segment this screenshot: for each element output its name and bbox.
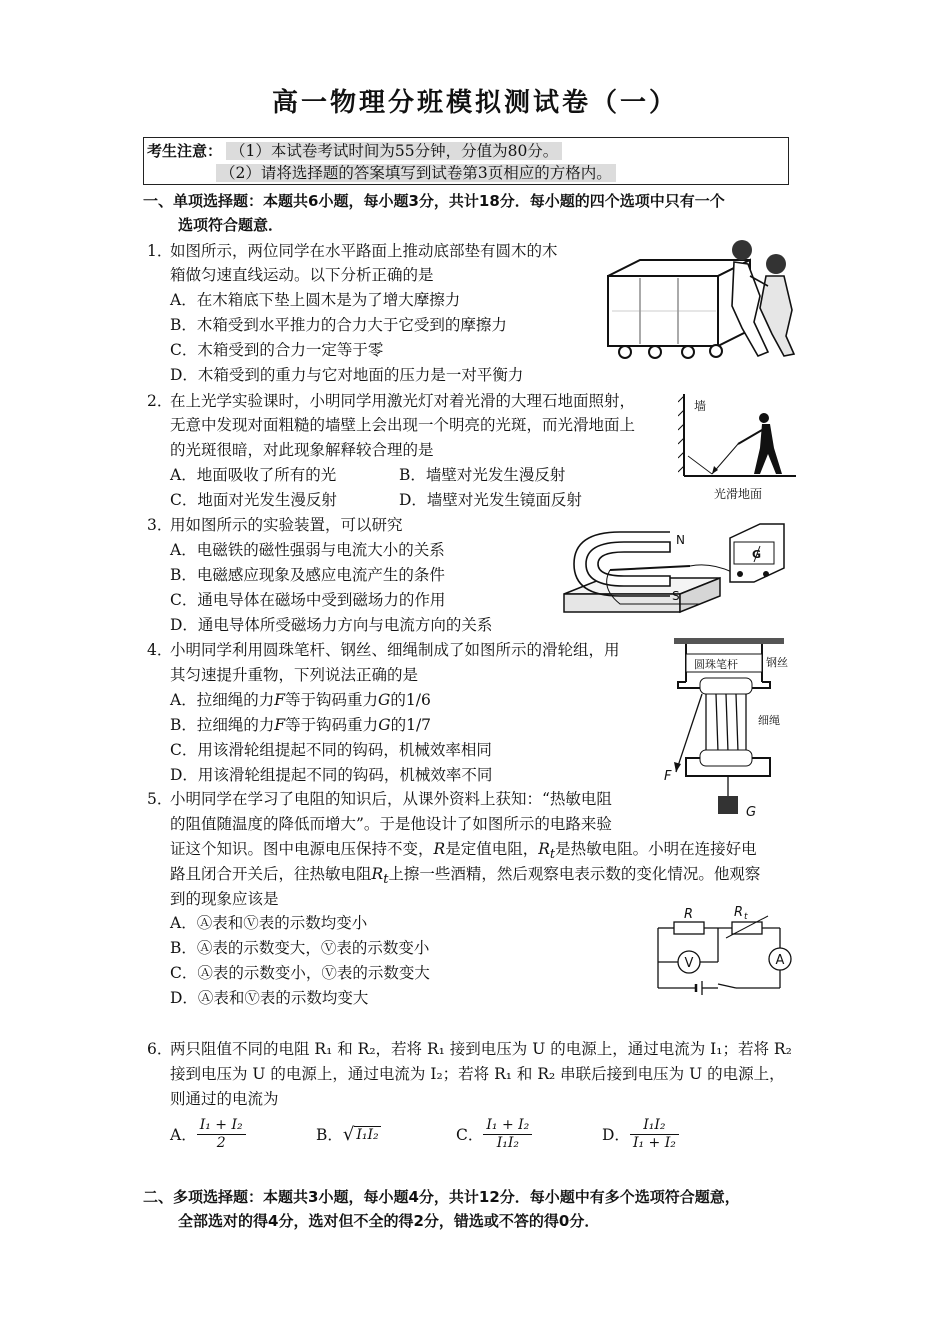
- q2-floor-label: 光滑地面: [714, 487, 763, 501]
- q1-option-a: A．在木箱底下垫上圆木是为了增大摩擦力: [170, 291, 461, 309]
- page-title: 高一物理分班模拟测试卷（一）: [271, 88, 678, 118]
- q3-option-b: B．电磁感应现象及感应电流产生的条件: [170, 566, 445, 584]
- q4-pulley-figure: [660, 636, 798, 822]
- q2-option-d: D．墙壁对光发生镜面反射: [399, 491, 582, 509]
- q6-option-d: D． $\frac{\text{I₁I₂}}{\text{I₁ + I₂}}$: [602, 1112, 679, 1156]
- q6-stem-line3: 则通过的电流为: [170, 1090, 279, 1108]
- q6-option-b: B． √ I₁I₂: [316, 1123, 379, 1145]
- q6-stem-line1: 两只阻值不同的电阻 R₁ 和 R₂，若将 R₁ 接到电压为 U 的电源上，通过电流为 I₁；若将 R₂: [170, 1040, 792, 1058]
- q5-resistor-label: R: [684, 907, 694, 922]
- q1-number: 1．: [147, 242, 173, 260]
- q3-south-label: S: [672, 589, 680, 603]
- q2-option-b: B．墙壁对光发生漫反射: [399, 466, 566, 484]
- q2-stem-line3: 的光斑很暗，对此现象解释较合理的是: [170, 441, 434, 459]
- q3-magnet-figure: [560, 518, 792, 618]
- section1-heading-cont: 选项符合题意．: [178, 216, 284, 234]
- q4-option-c: C．用该滑轮组提起不同的钩码，机械效率相同: [170, 741, 492, 759]
- q6-stem-line2: 接到电压为 U 的电源上，通过电流为 I₂；若将 R₁ 和 R₂ 串联后接到电压为 U 的电源上，: [170, 1065, 785, 1083]
- q2-laser-figure: [678, 392, 800, 504]
- q1-option-b: B．木箱受到水平推力的合力大于它受到的摩擦力: [170, 316, 507, 334]
- q5-voltmeter-label: V: [684, 956, 694, 971]
- q4-stem-line1: 小明同学利用圆珠笔杆、钢丝、细绳制成了如图所示的滑轮组，用: [170, 641, 620, 659]
- section1-heading: 一、单项选择题：本题共6小题，每小题3分，共计18分．每小题的四个选项中只有一个: [143, 192, 725, 210]
- q2-wall-label: 墙: [694, 399, 707, 413]
- q5-stem-line3: 证这个知识。图中电源电压保持不变，R是定值电阻，$R_t$是热敏电阻。小明在连接好电: [170, 840, 757, 863]
- q4-option-b: B．拉细绳的力F等于钩码重力G的1/7: [170, 716, 432, 734]
- q6-option-c: C． $\frac{\text{I₁ + I₂}}{\text{I₁I₂}}$: [456, 1112, 532, 1156]
- notice-line-2: （2）请将选择题的答案填写到试卷第3页相应的方格内。: [216, 164, 616, 182]
- q4-pen-label: 圆珠笔杆: [694, 658, 738, 671]
- section2-heading: 二、多项选择题：本题共3小题，每小题4分，共计12分．每小题中有多个选项符合题意，: [143, 1188, 740, 1206]
- notice-label: 考生注意：: [147, 142, 223, 160]
- q4-rope-label: 细绳: [758, 714, 780, 727]
- q3-option-a: A．电磁铁的磁性强弱与电流大小的关系: [170, 541, 445, 559]
- q3-stem-line1: 用如图所示的实验装置，可以研究: [170, 516, 403, 534]
- q5-stem-line5: 到的现象应该是: [170, 890, 279, 908]
- notice-line-1: （1）本试卷考试时间为55分钟，分值为80分。: [226, 142, 562, 160]
- section2-heading-cont: 全部选对的得4分，选对但不全的得2分，错选或不答的得0分．: [178, 1212, 600, 1230]
- q5-ammeter-label: A: [775, 953, 785, 968]
- q3-galvanometer-label: G: [752, 548, 762, 561]
- q5-thermistor-label: R: [734, 905, 744, 920]
- q5-number: 5．: [147, 790, 173, 808]
- q1-option-c: C．木箱受到的合力一定等于零: [170, 341, 384, 359]
- q5-stem-line1: 小明同学在学习了电阻的知识后，从课外资料上获知：“热敏电阻: [170, 790, 612, 808]
- q5-circuit-diagram: [654, 904, 798, 998]
- q1-option-d: D．木箱受到的重力与它对地面的压力是一对平衡力: [170, 366, 524, 384]
- q5-option-d: D．Ⓐ表和Ⓥ表的示数均变大: [170, 989, 369, 1007]
- q3-option-c: C．通电导体在磁场中受到磁场力的作用: [170, 591, 446, 609]
- q2-stem-line2: 无意中发现对面粗糙的墙壁上会出现一个明亮的光斑，而光滑地面上: [170, 416, 636, 434]
- q5-option-a: A．Ⓐ表和Ⓥ表的示数均变小: [170, 914, 368, 932]
- q4-option-d: D．用该滑轮组提起不同的钩码，机械效率不同: [170, 766, 493, 784]
- q4-option-a: A．拉细绳的力F等于钩码重力G的1/6: [170, 691, 431, 709]
- q3-number: 3．: [147, 516, 173, 534]
- q1-stem-line2: 箱做匀速直线运动。以下分析正确的是: [170, 266, 434, 284]
- q4-weight-label: G: [746, 805, 757, 820]
- q3-north-label: N: [676, 533, 685, 547]
- q2-number: 2．: [147, 392, 173, 410]
- q4-force-label: F: [664, 769, 672, 784]
- q5-thermistor-subscript: t: [744, 912, 748, 922]
- q3-option-d: D．通电导体所受磁场力方向与电流方向的关系: [170, 616, 493, 634]
- q1-box-pushing-figure: [600, 236, 800, 362]
- q5-stem-line4: 路且闭合开关后，往热敏电阻$R_t$上擦一些酒精，然后观察电表示数的变化情况。他观察: [170, 865, 761, 888]
- q5-option-c: C．Ⓐ表的示数变小，Ⓥ表的示数变大: [170, 964, 430, 982]
- q4-number: 4．: [147, 641, 173, 659]
- q5-stem-line2: 的阻值随温度的降低而增大”。于是他设计了如图所示的电路来验: [170, 815, 612, 833]
- q4-wire-label: 钢丝: [766, 656, 788, 669]
- q6-number: 6．: [147, 1040, 173, 1058]
- q5-option-b: B．Ⓐ表的示数变大，Ⓥ表的示数变小: [170, 939, 430, 957]
- q2-option-a: A．地面吸收了所有的光: [170, 466, 337, 484]
- q1-stem-line1: 如图所示，两位同学在水平路面上推动底部垫有圆木的木: [170, 242, 558, 260]
- q6-option-a: A． $\frac{\text{I₁ + I₂}}{2}$: [170, 1112, 246, 1156]
- q2-stem-line1: 在上光学实验课时，小明同学用激光灯对着光滑的大理石地面照射，: [170, 392, 636, 410]
- q4-stem-line2: 其匀速提升重物，下列说法正确的是: [170, 666, 419, 684]
- q2-option-c: C．地面对光发生漫反射: [170, 491, 337, 509]
